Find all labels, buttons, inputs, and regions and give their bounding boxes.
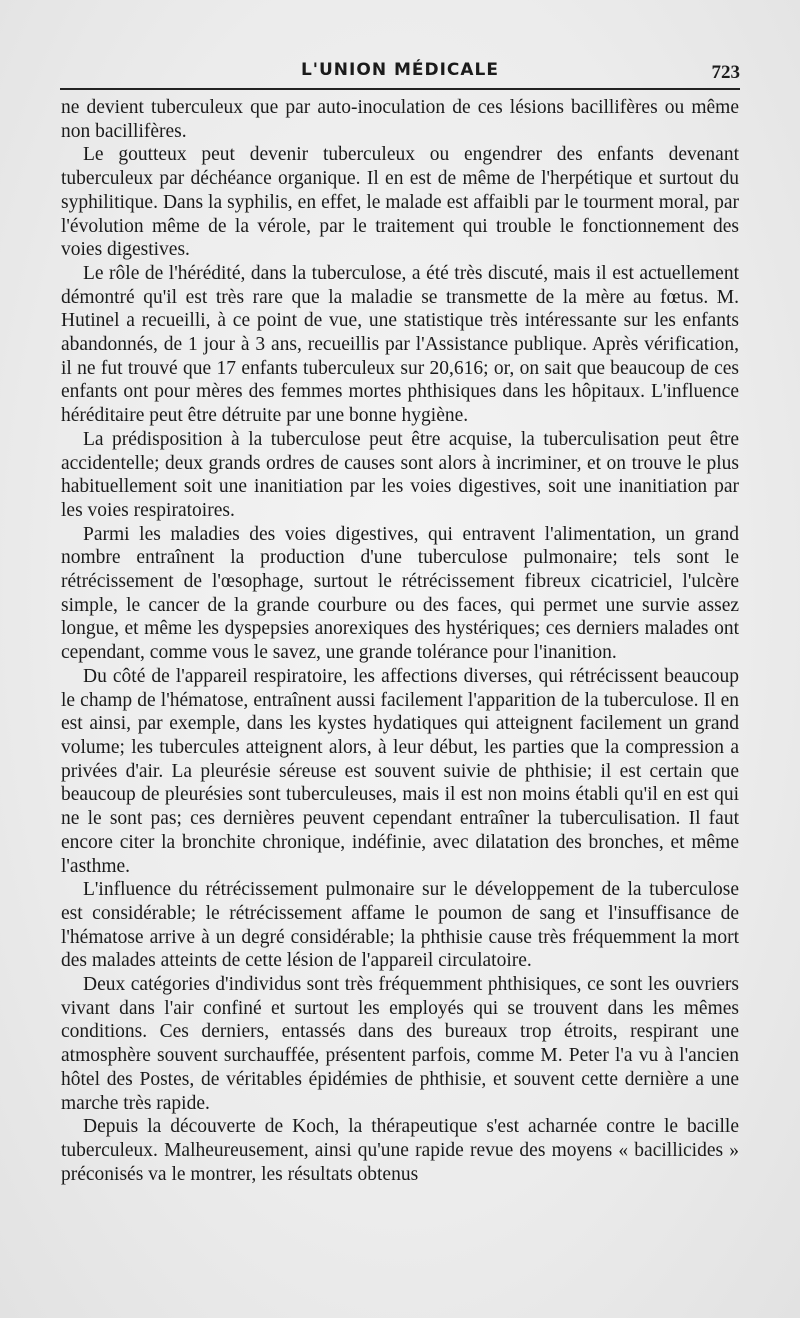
paragraph: Le rôle de l'hérédité, dans la tuberculose, a été très discuté, mais il est actuellement démontré qu'il est très rare que la maladie se transmette de la mère au fœtus. M. Hutinel a recueilli, à ce point de vue, une statistique très intéressante sur les enfants abandonnés, de 1 jour à 3 ans, recueillis par l'Assistance publique. Après vérification, il ne fut trouvé que 17 enfants tuberculeux sur 20,616; or, on sait que beaucoup de ces enfants ont pour mères des femmes mortes phthisiques dans les hôpitaux. L'influence héréditaire peut être détruite par une bonne hygiène. (61, 262, 739, 427)
page-header (60, 56, 740, 86)
paragraph: Deux catégories d'individus sont très fréquemment phthisiques, ce sont les ouvriers vivant dans l'air confiné et surtout les employés qui se trouvent dans les mêmes conditions. Ces derniers, entassés dans des bureaux trop étroits, respirant une atmosphère souvent surchauffée, présentent parfois, comme M. Peter l'a vu à l'ancien hôtel des Postes, de véritables épidémies de phthisie, et souvent cette dernière a une marche très rapide. (61, 974, 739, 1114)
paragraph: Parmi les maladies des voies digestives, qui entravent l'alimentation, un grand nombre entraînent la production d'une tuberculose pulmonaire; tels sont le rétrécissement de l'œsophage, surtout le rétrécissement fibreux cicatriciel, l'ulcère simple, le cancer de la grande courbure ou des faces, qui permet une survie assez longue, et même les dyspepsies anorexiques des hystériques; ces derniers malades ont cependant, comme vous le savez, une grande tolérance pour l'inanition. (61, 523, 739, 664)
paragraph: ne devient tuberculeux que par auto-inoculation de ces lésions bacillifères ou même non bacillifères. (61, 97, 739, 142)
page-number: 723 (711, 62, 740, 83)
header-rule (60, 88, 740, 90)
paragraph: La prédisposition à la tuberculose peut être acquise, la tuberculisation peut être accidentelle; deux grands ordres de causes sont alors à incriminer, et on trouve le plus habituellement soit une inanitiation par les voies digestives, soit une inanitiation par les voies respiratoires. (61, 428, 739, 521)
body-text (61, 96, 739, 1186)
paragraph: Du côté de l'appareil respiratoire, les affections diverses, qui rétrécissent beaucoup le champ de l'hématose, entraînent aussi facilement l'apparition de la tuberculose. Il en est ainsi, par exemple, dans les kystes hydatiques qui atteignent facilement un grand volume; les tubercules atteignent alors, à leur début, les parties que la compression a privées d'air. La pleurésie séreuse est souvent suivie de phthisie; il est certain que beaucoup de pleurésies sont tuberculeuses, mais il est non moins établi qu'il en est qui ne le sont pas; ces dernières peuvent cependant entraîner la tuberculisation. Il faut encore citer la bronchite chronique, indéfinie, avec dilatation des bronches, et même l'asthme. (61, 665, 739, 877)
paragraph: L'influence du rétrécissement pulmonaire sur le développement de la tuberculose est considérable; le rétrécissement affame le poumon de sang et l'insuffisance de l'hématose arrive à un degré considérable; la phthisie cause très fréquemment la mort des malades atteints de cette lésion de l'appareil circulatoire. (61, 879, 739, 972)
running-title: L'UNION MÉDICALE (300, 60, 500, 80)
paragraph: Le goutteux peut devenir tuberculeux ou engendrer des enfants devenant tuberculeux par déchéance organique. Il en est de même de l'herpétique et surtout du syphilitique. Dans la syphilis, en effet, le malade est affaibli par le tourment moral, par l'évolution même de la vérole, par le traitement qui trouble le fonctionnement des voies digestives. (61, 144, 739, 261)
paragraph: Depuis la découverte de Koch, la thérapeutique s'est acharnée contre le bacille tuberculeux. Malheureusement, ainsi qu'une rapide revue des moyens « bacillicides » préconisés va le montrer, les résultats obtenus (61, 1116, 739, 1185)
